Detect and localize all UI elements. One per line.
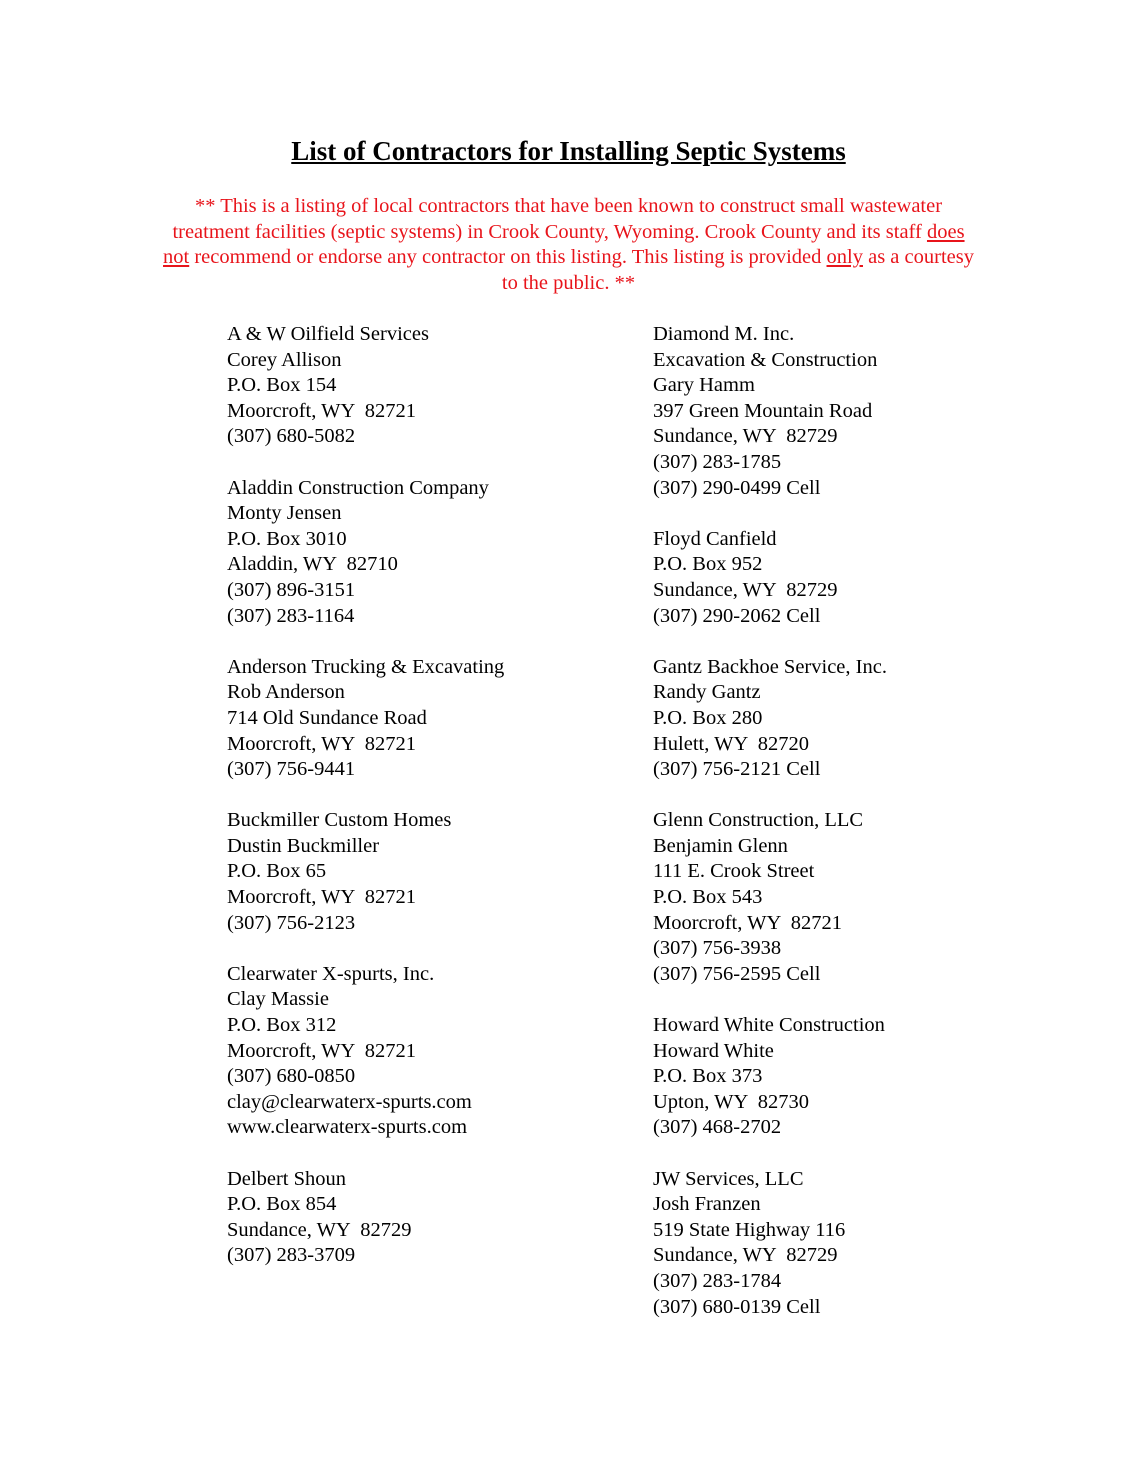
contractor-entry	[653, 655, 1073, 783]
contractor-name: Buckmiller Custom Homes	[227, 809, 452, 832]
contractor-detail-line: (307) 756-2595 Cell	[653, 962, 821, 985]
disclaimer-emphasis-does-not: does not	[163, 220, 965, 269]
contractor-detail-line: Moorcroft, WY 82721	[227, 399, 417, 422]
contractor-entry	[227, 962, 627, 1141]
contractor-detail-line: Sundance, WY 82729	[227, 1218, 412, 1241]
contractor-detail-line: www.clearwaterx-spurts.com	[227, 1116, 468, 1139]
contractor-name: Glenn Construction, LLC	[653, 809, 864, 832]
disclaimer-text-2: recommend or endorse any contractor on this listing. This listing is provided	[189, 246, 827, 269]
contractor-detail-line: P.O. Box 952	[653, 553, 763, 576]
contractor-detail-line: 714 Old Sundance Road	[227, 706, 427, 729]
contractor-detail-line: Moorcroft, WY 82721	[227, 1039, 417, 1062]
contractor-detail-line: (307) 468-2702	[653, 1116, 782, 1139]
page-title: List of Contractors for Installing Septic Systems	[291, 136, 846, 166]
contractor-detail-line: Corey Allison	[227, 348, 342, 371]
contractor-entry	[653, 1013, 1073, 1141]
disclaimer-notice	[160, 194, 977, 296]
contractor-detail-line: (307) 756-2121 Cell	[653, 758, 821, 781]
contractor-detail-line: (307) 896-3151	[227, 578, 356, 601]
contractor-detail-line: Sundance, WY 82729	[653, 1244, 838, 1267]
contractor-entry	[227, 808, 627, 936]
contractor-name: A & W Oilfield Services	[227, 323, 429, 345]
contractor-detail-line: P.O. Box 65	[227, 860, 327, 883]
contractor-entry	[227, 322, 627, 450]
contractor-detail-line: Excavation & Construction	[653, 348, 878, 371]
contractor-detail-line: (307) 283-1164	[227, 604, 355, 627]
contractor-detail-line: Moorcroft, WY 82721	[227, 886, 417, 909]
contractor-detail-line: 519 State Highway 116	[653, 1218, 846, 1241]
contractor-detail-line: clay@clearwaterx-spurts.com	[227, 1090, 472, 1113]
contractor-detail-line: (307) 680-5082	[227, 425, 356, 448]
contractor-name: Floyd Canfield	[653, 527, 777, 550]
contractor-detail-line: (307) 680-0139 Cell	[653, 1295, 821, 1318]
contractor-detail-line: 397 Green Mountain Road	[653, 399, 873, 422]
contractor-detail-line: Clay Massie	[227, 988, 329, 1011]
contractor-entry	[653, 808, 1073, 987]
contractor-detail-line: (307) 756-2123	[227, 911, 356, 934]
disclaimer-text-1: ** This is a listing of local contractors that have been known to construct small wastewater treatment facilities (septic systems) in Crook County, Wyoming. Crook County and its staff	[172, 195, 943, 243]
contractor-detail-line: 111 E. Crook Street	[653, 860, 815, 883]
contractor-detail-line: (307) 283-3709	[227, 1244, 356, 1267]
contractor-entry	[653, 322, 1073, 501]
contractor-detail-line: (307) 283-1785	[653, 450, 782, 473]
contractor-name: Delbert Shoun	[227, 1167, 346, 1190]
contractor-detail-line: (307) 290-2062 Cell	[653, 604, 821, 627]
contractor-detail-line: (307) 756-3938	[653, 937, 782, 960]
contractor-detail-line: P.O. Box 280	[653, 706, 763, 729]
contractor-entry	[653, 527, 1073, 629]
contractor-detail-line: P.O. Box 3010	[227, 527, 347, 550]
contractor-detail-line: Josh Franzen	[653, 1193, 761, 1216]
contractor-entry	[653, 1167, 1073, 1321]
contractor-column-left	[227, 322, 627, 1295]
contractor-name: Aladdin Construction Company	[227, 476, 489, 499]
contractor-detail-line: Hulett, WY 82720	[653, 732, 810, 755]
contractor-detail-line: Randy Gantz	[653, 681, 761, 704]
contractor-detail-line: P.O. Box 543	[653, 886, 763, 909]
contractor-detail-line: P.O. Box 312	[227, 1014, 337, 1037]
contractor-entry	[227, 1167, 627, 1269]
contractor-detail-line: Upton, WY 82730	[653, 1090, 810, 1113]
contractor-detail-line: Gary Hamm	[653, 374, 755, 397]
contractor-detail-line: P.O. Box 854	[227, 1193, 337, 1216]
disclaimer-emphasis-only: only	[826, 246, 863, 269]
contractor-detail-line: (307) 290-0499 Cell	[653, 476, 821, 499]
contractor-detail-line: Aladdin, WY 82710	[227, 553, 398, 576]
contractor-name: Howard White Construction	[653, 1014, 885, 1037]
contractor-detail-line: (307) 756-9441	[227, 758, 356, 781]
contractor-name: JW Services, LLC	[653, 1167, 804, 1190]
contractor-detail-line: (307) 680-0850	[227, 1065, 356, 1088]
contractor-detail-line: P.O. Box 373	[653, 1065, 763, 1088]
contractor-entry	[227, 655, 627, 783]
contractor-detail-line: Monty Jensen	[227, 502, 342, 525]
contractor-detail-line: Rob Anderson	[227, 681, 345, 704]
contractor-name: Gantz Backhoe Service, Inc.	[653, 655, 887, 678]
contractor-detail-line: Moorcroft, WY 82721	[653, 911, 843, 934]
contractor-detail-line: Howard White	[653, 1039, 774, 1062]
contractor-name: Anderson Trucking & Excavating	[227, 655, 505, 678]
disclaimer-text-3: as a courtesy to the public. **	[501, 246, 974, 294]
contractor-detail-line: Sundance, WY 82729	[653, 425, 838, 448]
contractor-detail-line: Moorcroft, WY 82721	[227, 732, 417, 755]
contractor-column-right	[653, 322, 1073, 1346]
contractor-name: Diamond M. Inc.	[653, 323, 795, 345]
contractor-entry	[227, 476, 627, 630]
contractor-detail-line: Sundance, WY 82729	[653, 578, 838, 601]
contractor-detail-line: Dustin Buckmiller	[227, 834, 380, 857]
contractor-detail-line: Benjamin Glenn	[653, 834, 788, 857]
contractor-detail-line: P.O. Box 154	[227, 374, 337, 397]
contractor-name: Clearwater X-spurts, Inc.	[227, 962, 435, 985]
contractor-detail-line: (307) 283-1784	[653, 1269, 782, 1292]
